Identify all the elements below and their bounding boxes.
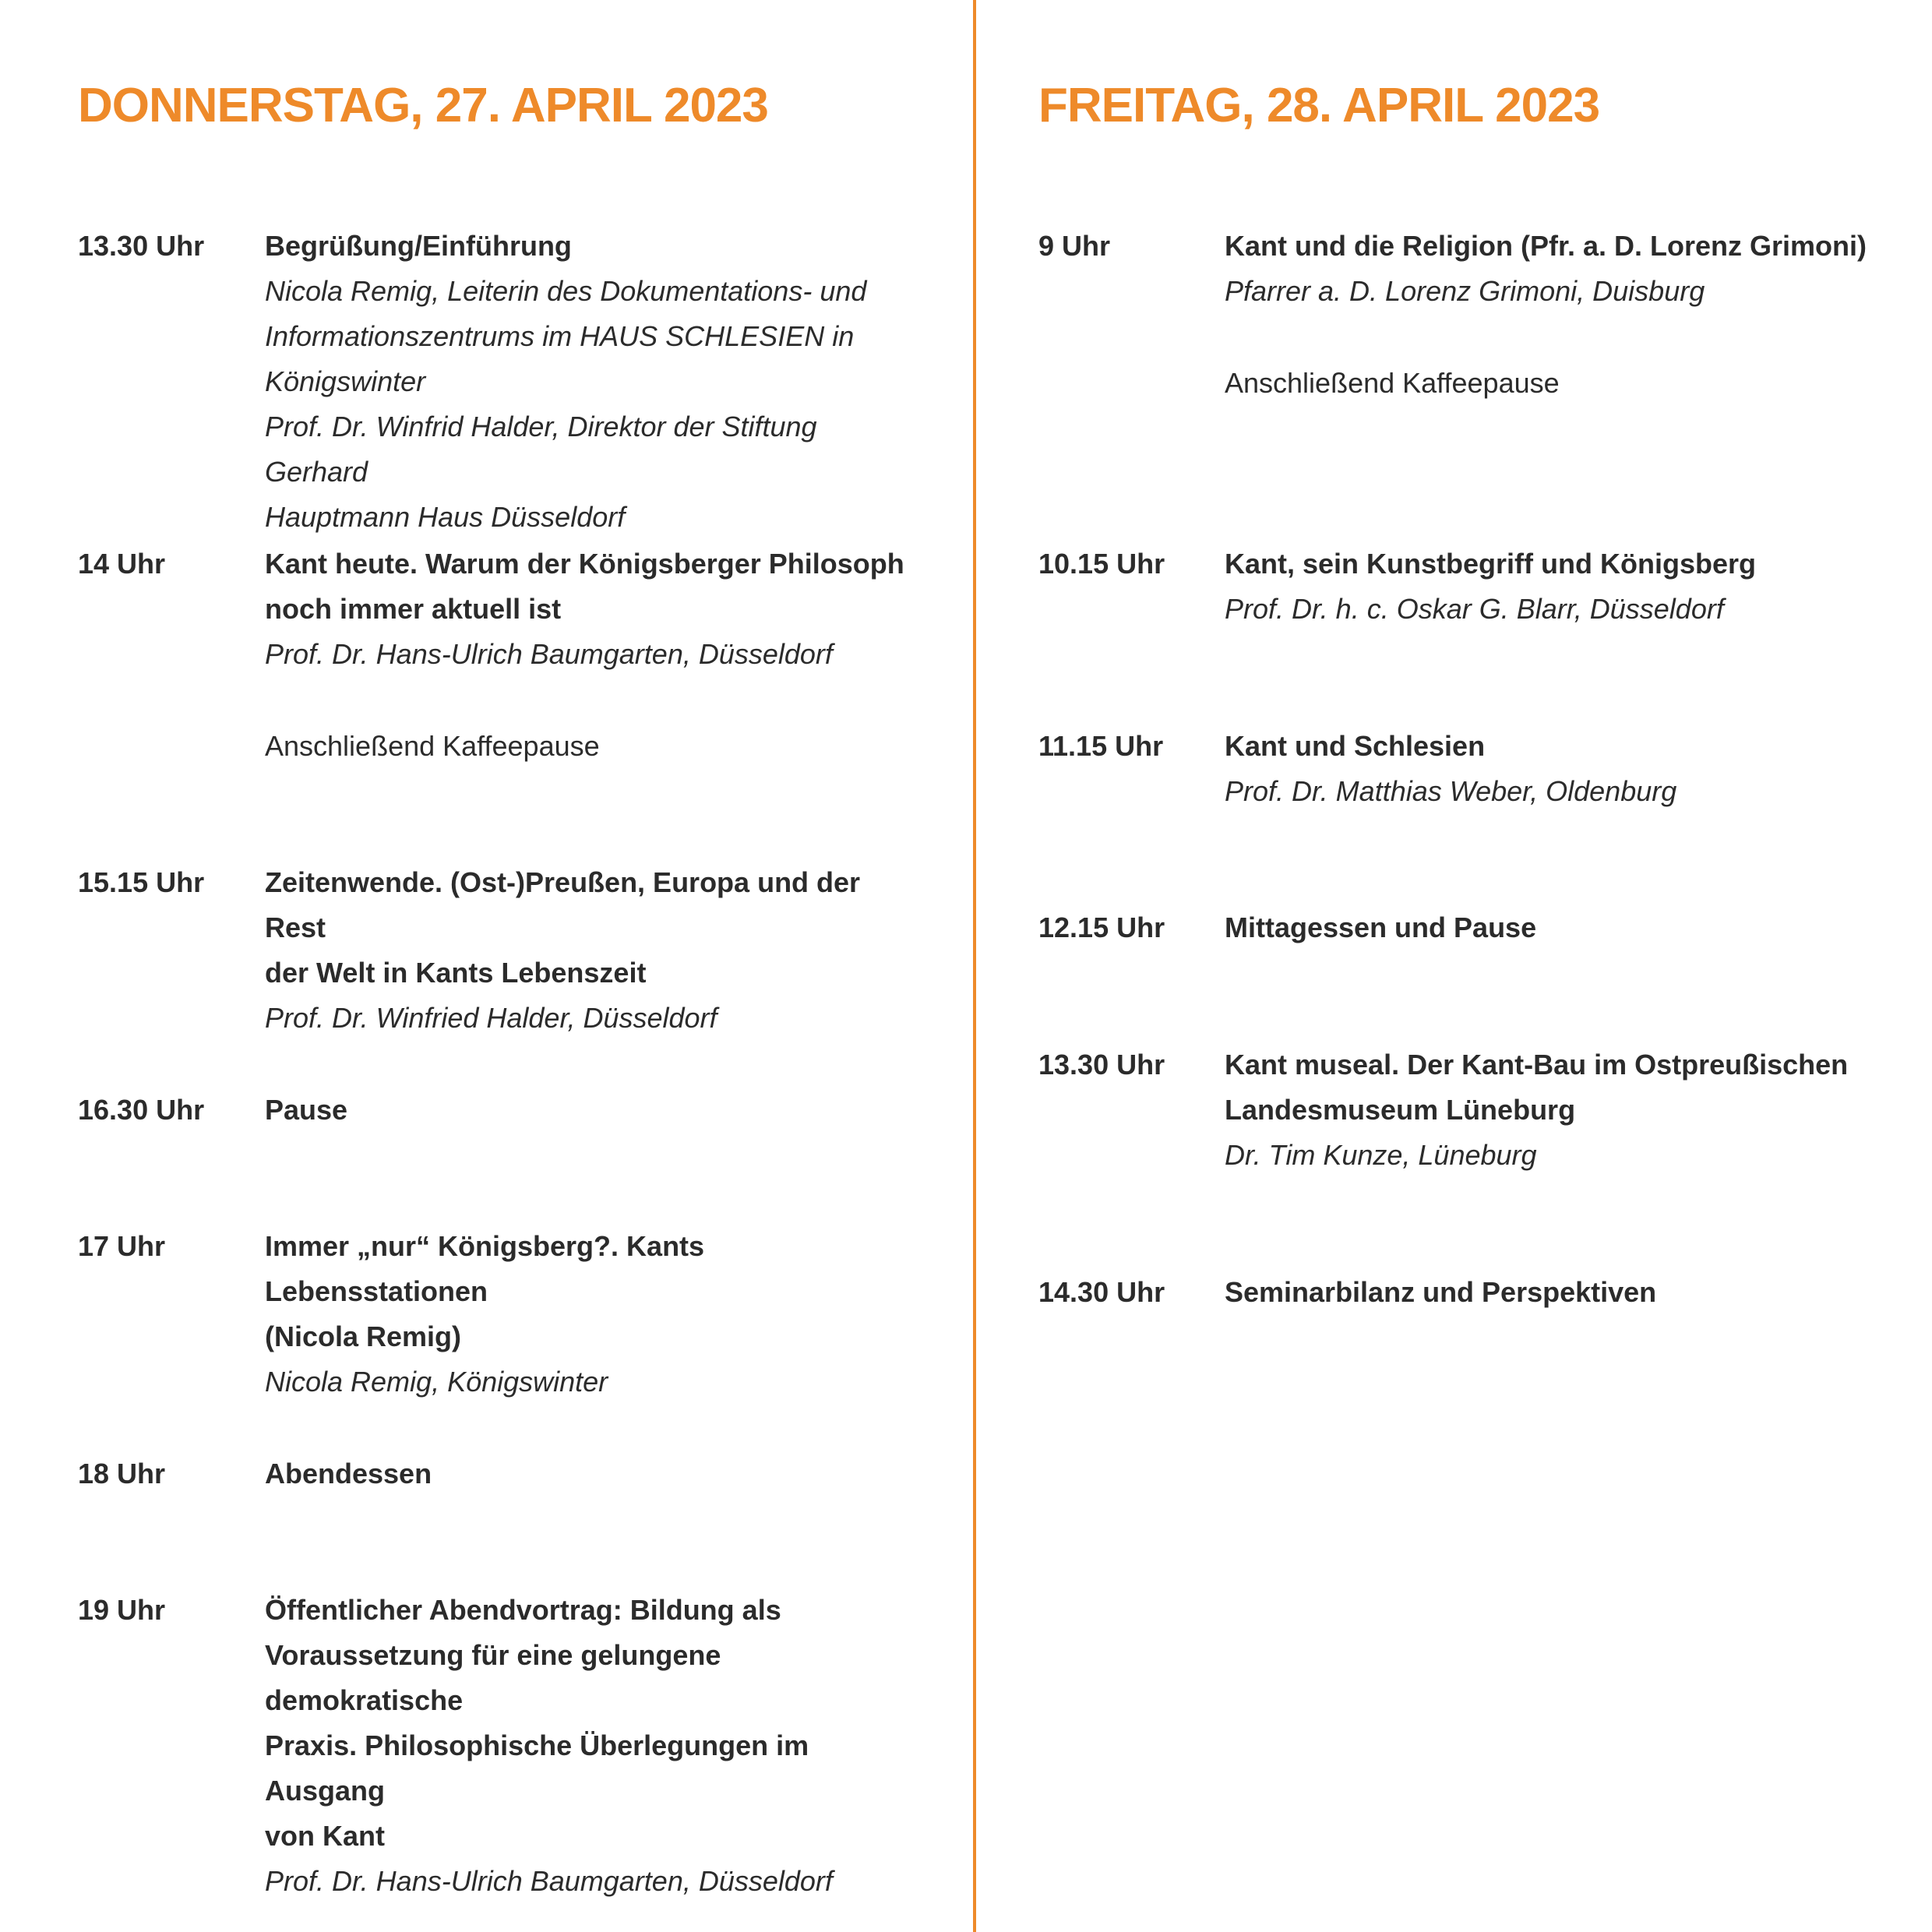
entry-title: Begrüßung/Einführung xyxy=(265,230,572,262)
entry-body xyxy=(1225,905,1903,950)
entry-body xyxy=(1225,1270,1903,1315)
entry-speaker: Pfarrer a. D. Lorenz Grimoni, Duisburg xyxy=(1225,275,1705,307)
entry-speaker: Nicola Remig, Königswinter xyxy=(265,1366,608,1398)
entry-time: 14 Uhr xyxy=(78,548,166,580)
entry-title: Abendessen xyxy=(265,1458,432,1490)
column-divider xyxy=(973,0,976,1932)
entry-body xyxy=(1225,224,1903,406)
entry-body xyxy=(1225,724,1903,814)
entry-body xyxy=(265,541,919,769)
entry-time: 11.15 Uhr xyxy=(1038,730,1164,762)
entry-speaker: Dr. Tim Kunze, Lüneburg xyxy=(1225,1139,1537,1171)
entry-title: Kant museal. Der Kant-Bau im Ostpreußischen Landesmuseum Lüneburg xyxy=(1225,1049,1849,1126)
entry-time: 16.30 Uhr xyxy=(78,1094,205,1126)
entry-body xyxy=(265,1224,919,1405)
entry-speaker: Nicola Remig, Leiterin des Dokumentations- und Informationszentrums im HAUS SCHLESIEN in Königswinter Prof. Dr. Winfrid Halder, Direktor der Stiftung Gerhard Hauptmann Haus Düsseldorf xyxy=(265,275,867,533)
entry-body xyxy=(265,860,919,1041)
entry-speaker: Prof. Dr. Winfried Halder, Düsseldorf xyxy=(265,1002,717,1034)
entry-time: 18 Uhr xyxy=(78,1458,166,1490)
entry-note: Anschließend Kaffeepause xyxy=(1225,367,1560,399)
entry-title: Kant und Schlesien xyxy=(1225,730,1486,762)
entry-title: Kant und die Religion (Pfr. a. D. Lorenz Grimoni) xyxy=(1225,230,1867,262)
entry-title: Immer „nur“ Königsberg?. Kants Lebensstationen (Nicola Remig) xyxy=(265,1230,705,1352)
entry-speaker: Prof. Dr. h. c. Oskar G. Blarr, Düsseldorf xyxy=(1225,593,1724,625)
entry-body xyxy=(1225,541,1903,632)
entry-body xyxy=(1225,1042,1903,1178)
entry-body xyxy=(265,1588,919,1904)
entry-speaker: Prof. Dr. Hans-Ulrich Baumgarten, Düsseldorf xyxy=(265,1865,833,1897)
entry-title: Mittagessen und Pause xyxy=(1225,911,1537,943)
entry-title: Pause xyxy=(265,1094,348,1126)
entry-time: 9 Uhr xyxy=(1038,230,1111,262)
entry-title: Kant heute. Warum der Königsberger Philosoph noch immer aktuell ist xyxy=(265,548,904,625)
entry-time: 15.15 Uhr xyxy=(78,866,205,898)
friday-heading: FREITAG, 28. APRIL 2023 xyxy=(1038,79,1600,132)
entry-speaker: Prof. Dr. Matthias Weber, Oldenburg xyxy=(1225,775,1677,807)
entry-time: 12.15 Uhr xyxy=(1038,911,1165,943)
entry-title: Kant, sein Kunstbegriff und Königsberg xyxy=(1225,548,1756,580)
entry-title: Zeitenwende. (Ost-)Preußen, Europa und der Rest der Welt in Kants Lebenszeit xyxy=(265,866,861,989)
entry-time: 14.30 Uhr xyxy=(1038,1276,1165,1308)
entry-body xyxy=(265,1088,919,1133)
entry-time: 17 Uhr xyxy=(78,1230,166,1262)
entry-time: 19 Uhr xyxy=(78,1594,166,1626)
entry-body xyxy=(265,1451,919,1497)
entry-title: Öffentlicher Abendvortrag: Bildung als Voraussetzung für eine gelungene demokratische Praxis. Philosophische Überlegungen im Ausgang von Kant xyxy=(265,1594,809,1852)
entry-title: Seminarbilanz und Perspektiven xyxy=(1225,1276,1657,1308)
entry-body xyxy=(265,224,919,540)
entry-time: 13.30 Uhr xyxy=(78,230,205,262)
thursday-heading: DONNERSTAG, 27. APRIL 2023 xyxy=(78,79,768,132)
entry-speaker: Prof. Dr. Hans-Ulrich Baumgarten, Düsseldorf xyxy=(265,638,833,670)
entry-time: 10.15 Uhr xyxy=(1038,548,1165,580)
entry-note: Anschließend Kaffeepause xyxy=(265,730,600,762)
entry-time: 13.30 Uhr xyxy=(1038,1049,1165,1081)
